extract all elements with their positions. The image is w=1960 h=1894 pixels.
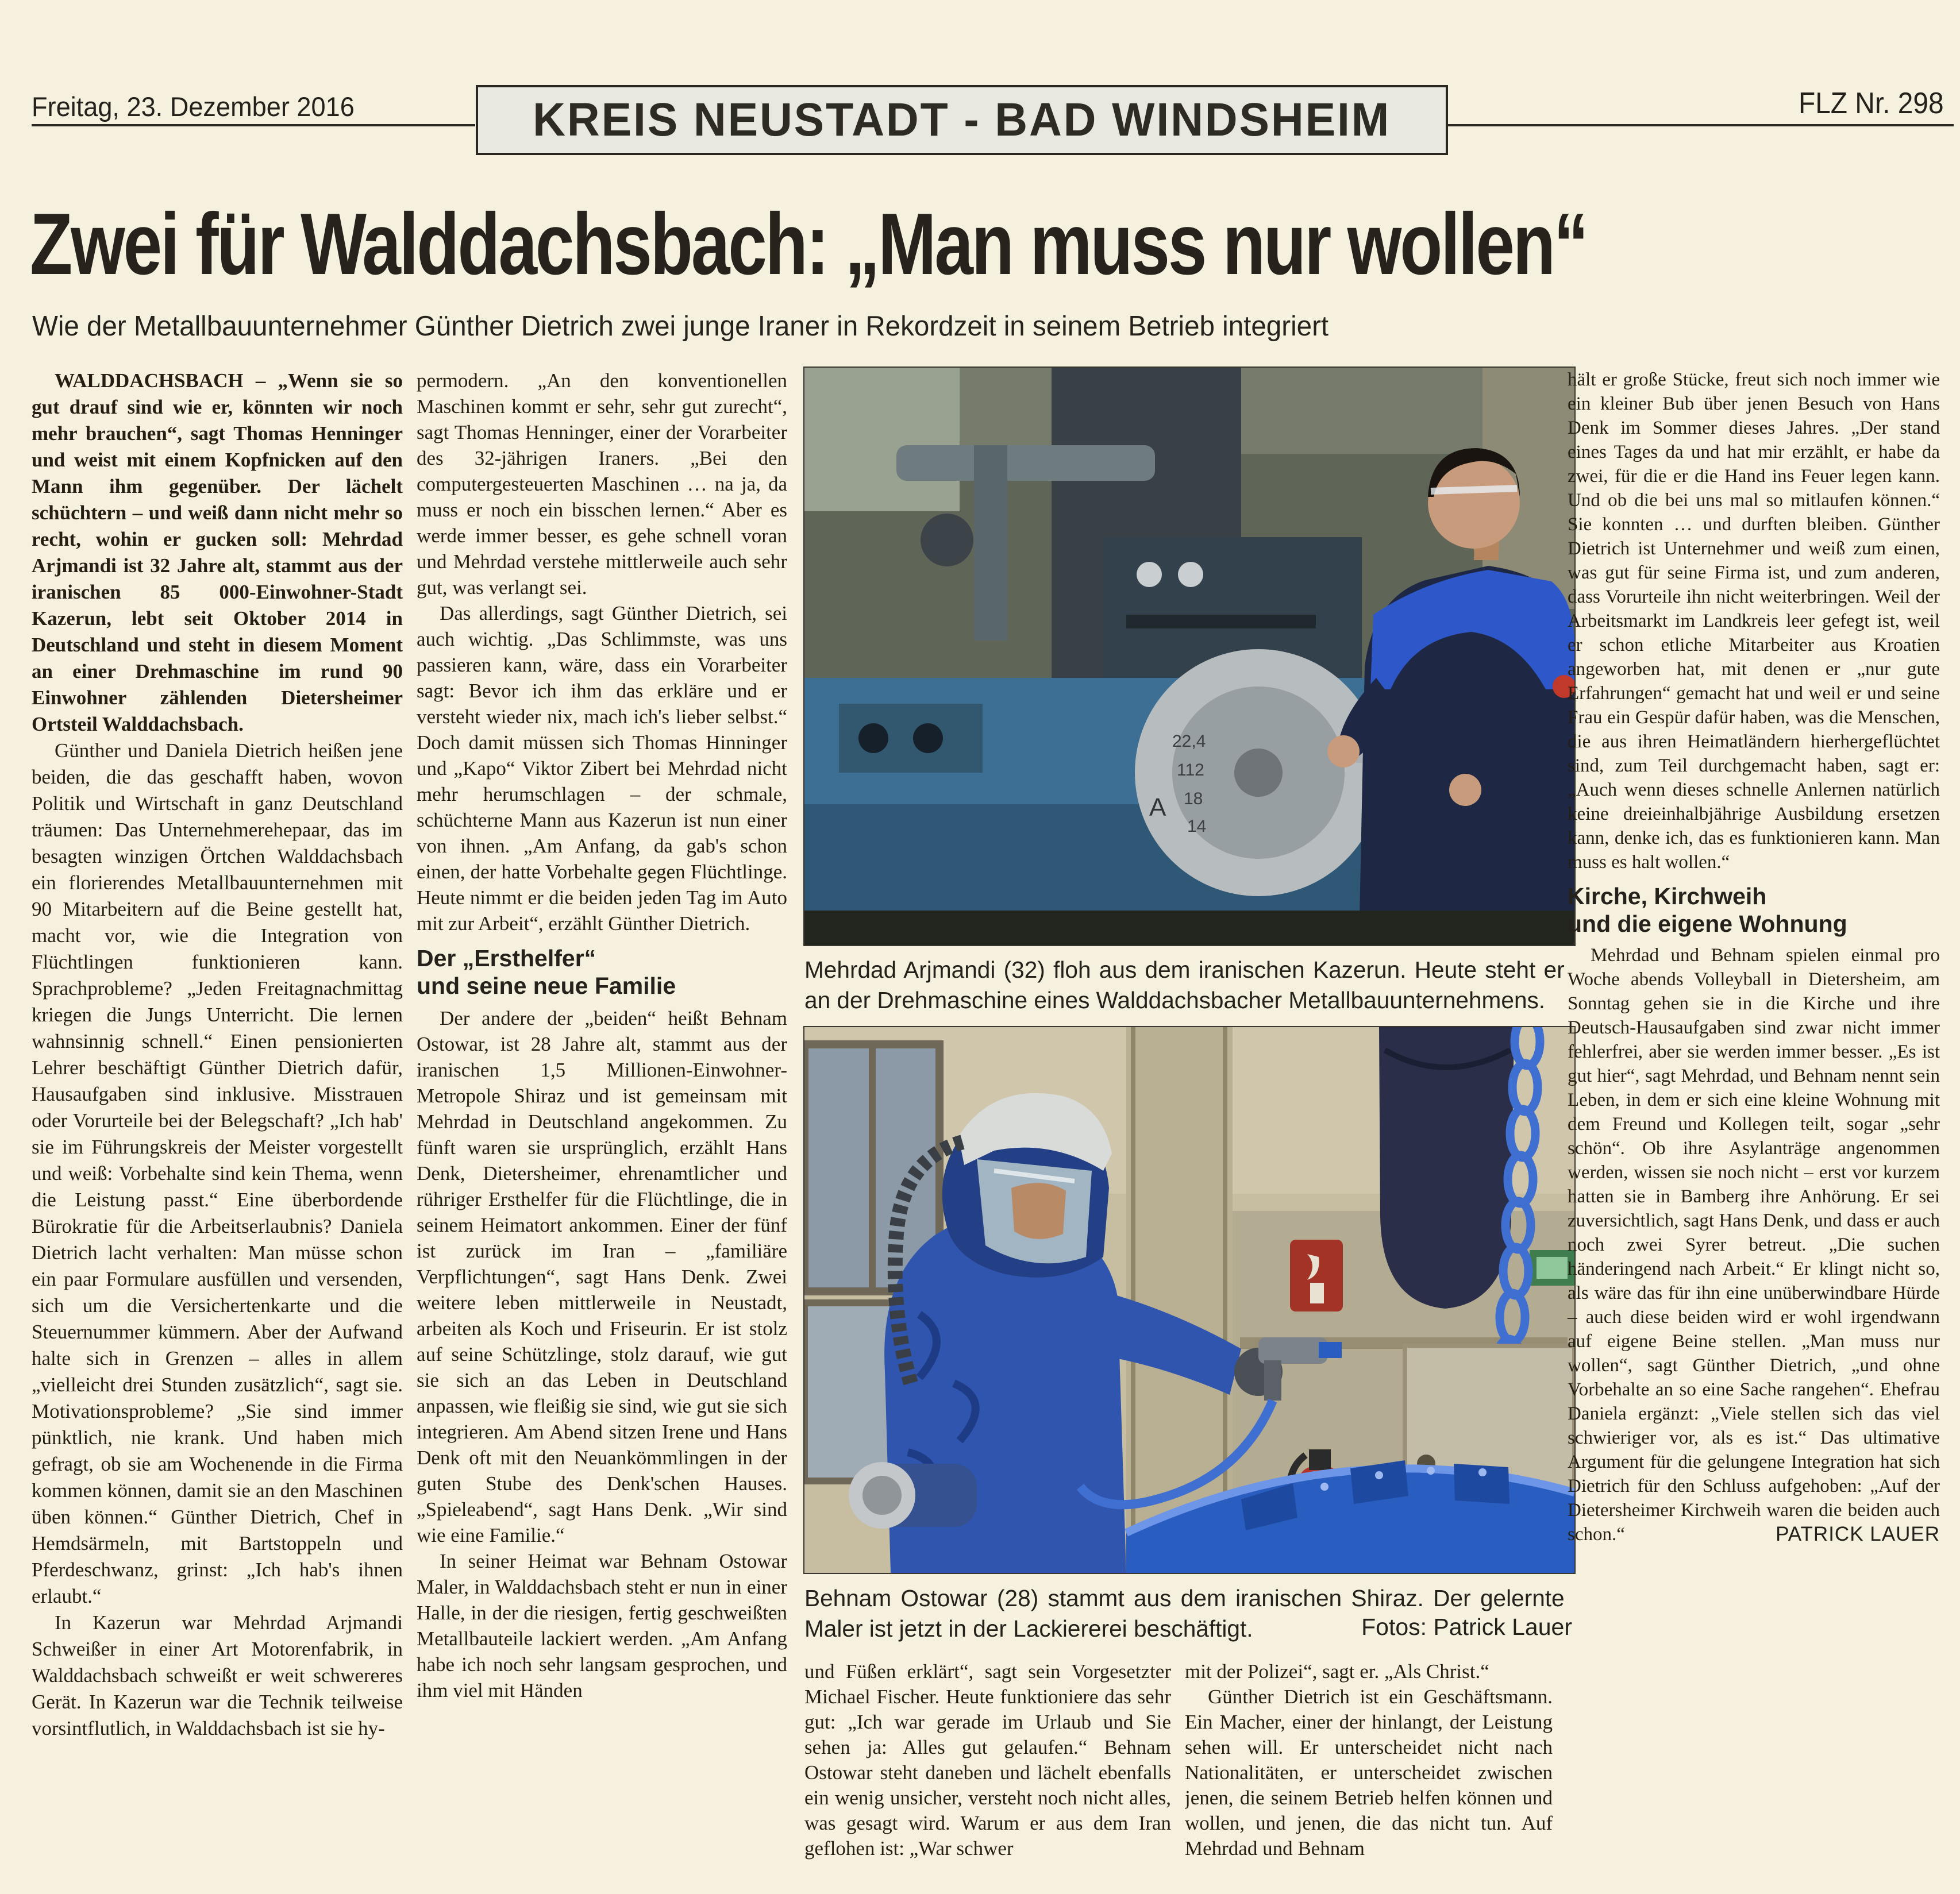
photo-paintshop-illustration — [804, 1027, 1574, 1573]
paragraph: mit der Polizei“, sagt er. „Als Christ.“ — [1185, 1660, 1489, 1683]
lead-paragraph: WALDDACHSBACH – „Wenn sie so gut drauf sind wie er, könnten wir noch mehr brauchen“, sagt Thomas Henninger und weist mit einem Kopfnicken auf den Mann ihm gegenüber. Der lächelt schüchtern – und weiß dann nicht mehr so recht, wohin er gucken soll: Mehrdad Arjmandi ist 32 Jahre alt, stammt aus der iranischen 85 000-Einwohner-Stadt Kazerun, lebt seit Oktober 2014 in Deutschland und steht in diesem Moment an einer Drehmaschine im rund 90 Einwohner zählenden Dietersheimer Ortsteil Walddachsbach. — [32, 369, 403, 735]
machine-slot — [1126, 615, 1316, 628]
column-right — [1568, 368, 1940, 1893]
photo-credit: Fotos: Patrick Lauer — [1361, 1614, 1572, 1640]
window-light — [804, 368, 960, 511]
crosshead-line: Kirche, Kirchweih — [1568, 883, 1767, 909]
subheadline: Wie der Metallbauunternehmer Günther Dietrich zwei junge Iraner in Rekordzeit in seinem Betrieb integriert — [32, 311, 1329, 342]
drum-marking: 22,4 — [1172, 732, 1206, 751]
section-title-box — [476, 85, 1448, 155]
drum-hub — [1234, 749, 1283, 797]
crosshead-line: Der „Ersthelfer“ — [417, 945, 596, 971]
column-1 — [32, 368, 403, 1893]
paragraph: In Kazerun war Mehrdad Arjmandi Schweißer in einer Art Motorenfabrik, in Walddachsbach schweißt er weit schwereres Gerät. In Kazerun war die Technik teilweise vorsintflutlich, in Walddachsbach ist sie hy- — [32, 1611, 403, 1739]
crosshead-line: und seine neue Familie — [417, 973, 676, 999]
author-byline: PATRICK LAUER — [1776, 1523, 1940, 1545]
handwheel — [921, 514, 973, 566]
sign-extinguisher-glyph — [1310, 1283, 1324, 1303]
bottom-column-left — [804, 1659, 1171, 1892]
paragraph: hält er große Stücke, freut sich noch immer wie ein kleiner Bub über jenen Besuch von Hans Denk im Sommer dieses Jahres. „Der stand eines Tages da und hat mir erzählt, er habe da zwei, für die er die Hand ins Feuer legen kann. Und ob die bei uns mal so mitlaufen können.“ Sie konnten … und durften bleiben. Günther Dietrich ist Unternehmer und weiß zum einen, was gut für seine Firma ist, und zum anderen, dass Vorurteile ihn nicht weiterbringen. Weil der Arbeitsmarkt im Landkreis leer gefegt ist, weil er schon etliche Mitarbeiter aus Kroatien angeworben hat, mit denen er „nur gute Erfahrungen“ gemacht hat und weil er und seine Frau ein Gespür dafür haben, was die Menschen, die aus ihren Heimatländern hierhergeflüchtet sind, zum Teil durchgemacht haben, sagt er: „Auch wenn dieses schnelle Anlernen natürlich keine dreieinhalbjährige Ausbildung ersetzen kann, denke ich, das es funktionieren kann. Man muss es halt wollen.“ — [1568, 369, 1940, 873]
photo-mehrdad-lathe — [804, 368, 1574, 945]
photo-lathe-illustration — [804, 368, 1574, 945]
machine-arm — [896, 445, 1155, 481]
paragraph: Günther Dietrich ist ein Geschäftsmann. Ein Macher, einer der hinlangt, der Leistung sehen will. Er unterscheidet nicht nach Nationalitäten, er unterscheidet zwischen jenen, die seinem Betrieb helfen können und wollen, und jenen, die das nicht tun. Auf Mehrdad und Behnam — [1185, 1685, 1553, 1860]
photo2-caption-block — [804, 1583, 1572, 1644]
hand-left — [1327, 735, 1360, 767]
issue-date: Freitag, 23. Dezember 2016 — [32, 91, 355, 122]
dial — [913, 723, 943, 753]
drum-marking: 14 — [1187, 817, 1207, 836]
photo1-caption: Mehrdad Arjmandi (32) floh aus dem iranischen Kazerun. Heute steht er an der Drehmaschine eines Walddachsbacher Metallbauunternehmens. — [804, 956, 1565, 1013]
belt-filter-unit — [849, 1462, 977, 1529]
paragraph: Das allerdings, sagt Günther Dietrich, sei auch wichtig. „Das Schlimmste, was uns passieren kann, wäre, dass ein Vorarbeiter sagt: Bevor ich ihm das erkläre und er versteht wieder nix, mach ich's lieber selbst.“ Doch damit müssen sich Thomas Hinninger und „Kapo“ Viktor Zibert bei Mehrdad nicht mehr herumschlagen – der schmale, schüchterne Mann aus Kazerun ist nun einer von ihnen. „Am Anfang, da gab's schon einen, der hatte Vorbehalte gegen Flüchtlinge. Heute nimmt er die beiden jeden Tag im Auto mit zur Arbeit“, erzählt Günther Dietrich. — [417, 602, 787, 935]
section-title: KREIS NEUSTADT - BAD WINDSHEIM — [533, 94, 1391, 146]
headline — [30, 194, 1949, 295]
drum-marking: 112 — [1177, 761, 1204, 780]
floor-shadow — [804, 911, 1574, 945]
photo2-caption: Behnam Ostowar (28) stammt aus dem iranischen Shiraz. Der gelernte Maler ist jetzt in der Lackiererei beschäftigt. — [804, 1585, 1565, 1642]
dial — [858, 723, 888, 753]
safety-glasses — [1431, 488, 1517, 491]
drum-marking: A — [1149, 793, 1166, 821]
face-behind-visor — [1011, 1183, 1066, 1239]
crosshead-ersthelfer — [417, 944, 787, 1000]
bottom-column-right — [1185, 1659, 1553, 1892]
knob — [1137, 562, 1162, 587]
machine-post — [974, 445, 1007, 641]
photo-behnam-painting — [804, 1027, 1574, 1573]
knob — [1178, 562, 1203, 587]
headline-text: Zwei für Walddachsbach: „Man muss nur wollen“ — [30, 195, 1587, 293]
paragraph: Günther und Daniela Dietrich heißen jene beiden, die das geschafft haben, wovon Politik und Wirtschaft in ganz Deutschland träumen: Das Unternehmerehepaar, das im besagten winzigen Örtchen Walddachsbach ein florierendes Metallbauunternehmen mit 90 Mitarbeitern auf die Beine gestellt hat, macht vor, wie die Integration von Flüchtlingen funktionieren kann. Sprachprobleme? „Jeden Freitagnachmittag kriegen die Jungs Unterricht. Die lernen wahnsinnig schnell.“ Einen pensionierten Lehrer beschäftigt Günther Dietrich dafür, Hausaufgaben sind inklusive. Misstrauen oder Vorurteile bei der Belegschaft? „Ich hab' sie im Führungskreis der Meister vorgestellt und weiß: Vorbehalte sind kein Thema, wenn die Leistung passt.“ Eine überbordende Bürokratie für die Arbeitserlaubnis? Daniela Dietrich lacht verhalten: Man müsse schon ein paar Formulare ausfüllen und versenden, sich um die Versichertenkarte und die Steuernummer kümmern. Aber der Aufwand halte sich in Grenzen – alles in allem „vielleicht drei Stunden zusätzlich“, sagt sie. Motivationsprobleme? „Sie sind immer pünktlich, nie krank. Und haben mich gefragt, ob sie am Wochenende in die Firma kommen können, damit sie an den Maschinen üben können.“ Günther Dietrich, Chef in Hemdsärmeln, mit Bartstoppeln und Pferdeschwanz, grinst: „Ich hab's ihnen erlaubt.“ — [32, 739, 403, 1607]
header-rule-right — [1448, 124, 1954, 126]
issue-number: FLZ Nr. 298 — [1799, 87, 1944, 120]
paragraph: und Füßen erklärt“, sagt sein Vorgesetzter Michael Fischer. Heute funktioniere das sehr gut: „Ich war gerade im Urlaub und Sie sehen ja: Alles gut gelaufen.“ Behnam Ostowar steht daneben und lächelt ebenfalls ein wenig unsicher, versteht noch nicht alles, was gesagt wird. Warum er aus dem Iran geflohen ist: „War schwer — [804, 1660, 1171, 1860]
hand-right — [1449, 774, 1481, 806]
crosshead-line: und die eigene Wohnung — [1568, 911, 1847, 937]
paragraph: Mehrdad und Behnam spielen einmal pro Woche abends Volleyball in Dietersheim, am Sonntag gehen sie in die Kirche und ihre Deutsch-Hausaufgaben sind zwar nicht immer fehlerfrei, aber sie werden immer besser. „Es ist gut hier“, sagt Mehrdad, und Behnam nennt sein Leben, in dem er sich eine kleine Wohnung mit dem Freund und Kollegen teilt, sogar „sehr schön“. Ob ihre Asylanträge angenommen werden, wissen sie noch nicht – erst vor kurzem hatten sie in Bamberg ihre Anhörung. Er sei zuversichtlich, sagt Hans Denk, und dass er auch noch zwei Syrer betreut. „Die suchen händeringend nach Arbeit.“ Er klingt nicht so, als wäre das für ihn eine unüberwindbare Hürde – auch diese beiden wird er wohl irgendwann auf eigene Beine stellen. „Man muss nur wollen“, sagt Günther Dietrich, „und ohne Vorbehalte an so eine Sache rangehen“. Ehefrau Daniela ergänzt: „Viele stellen sich das viel schwieriger vor, als es ist.“ Das ultimative Argument für die gelungene Integration hat sich Dietrich für den Schluss aufgehoben: „Auf der Dietersheimer Kirchweih waren die beiden auch schon.“ — [1568, 945, 1940, 1545]
paragraph: In seiner Heimat war Behnam Ostowar Maler, in Walddachsbach steht er nun in einer Halle, in der die riesigen, fertig geschweißten Metallbauteile lackiert werden. „Am Anfang habe ich noch sehr langsam gesprochen, und ihm viel mit Händen — [417, 1550, 787, 1702]
paragraph: Der andere der „beiden“ heißt Behnam Ostowar, ist 28 Jahre alt, stammt aus der iranischen 1,5 Millionen-Einwohner-Metropole Shiraz und ist gemeinsam mit Mehrdad in Deutschland angekommen. Zu fünft waren sie ursprünglich, erzählt Hans Denk, Dietersheimer, ehrenamtlicher und rühriger Ersthelfer für die Flüchtlinge, die in seinem Heimatort ankommen. Einer der fünf ist zurück im Iran – „familiäre Verpflichtungen“, sagt Hans Denk. Zwei weitere leben mittlerweile in Neustadt, arbeiten als Koch und Friseurin. Er ist stolz auf seine Schützlinge, stolz darauf, wie gut sie sich an das Leben in Deutschland anpassen, wie fleißig sie sind, wie gut sie sich integrieren. Am Abend sitzen Irene und Hans Denk oft mit den Neuankömmlingen in der guten Stube des Denk'schen Hauses. „Spieleabend“, sagt Hans Denk. „Wir sind wie eine Familie.“ — [417, 1007, 787, 1546]
paragraph: permodern. „An den konventionellen Maschinen kommt er sehr, sehr gut zurecht“, sagt Thomas Henninger, einer der Vorarbeiter des 32-jährigen Iraners. „Bei den computergesteuerten Maschinen … na ja, da muss er noch ein bisschen lernen.“ Aber es werde immer besser, es gehe schnell voran und Mehrdad verstehe mittlerweile auch sehr gut, was verlangt sei. — [417, 369, 787, 599]
column-2 — [417, 368, 787, 1893]
crosshead-kirche — [1568, 882, 1940, 938]
header-rule-left — [32, 124, 475, 126]
drum-marking: 18 — [1184, 789, 1203, 808]
exit-sign-glyph — [1537, 1257, 1568, 1279]
